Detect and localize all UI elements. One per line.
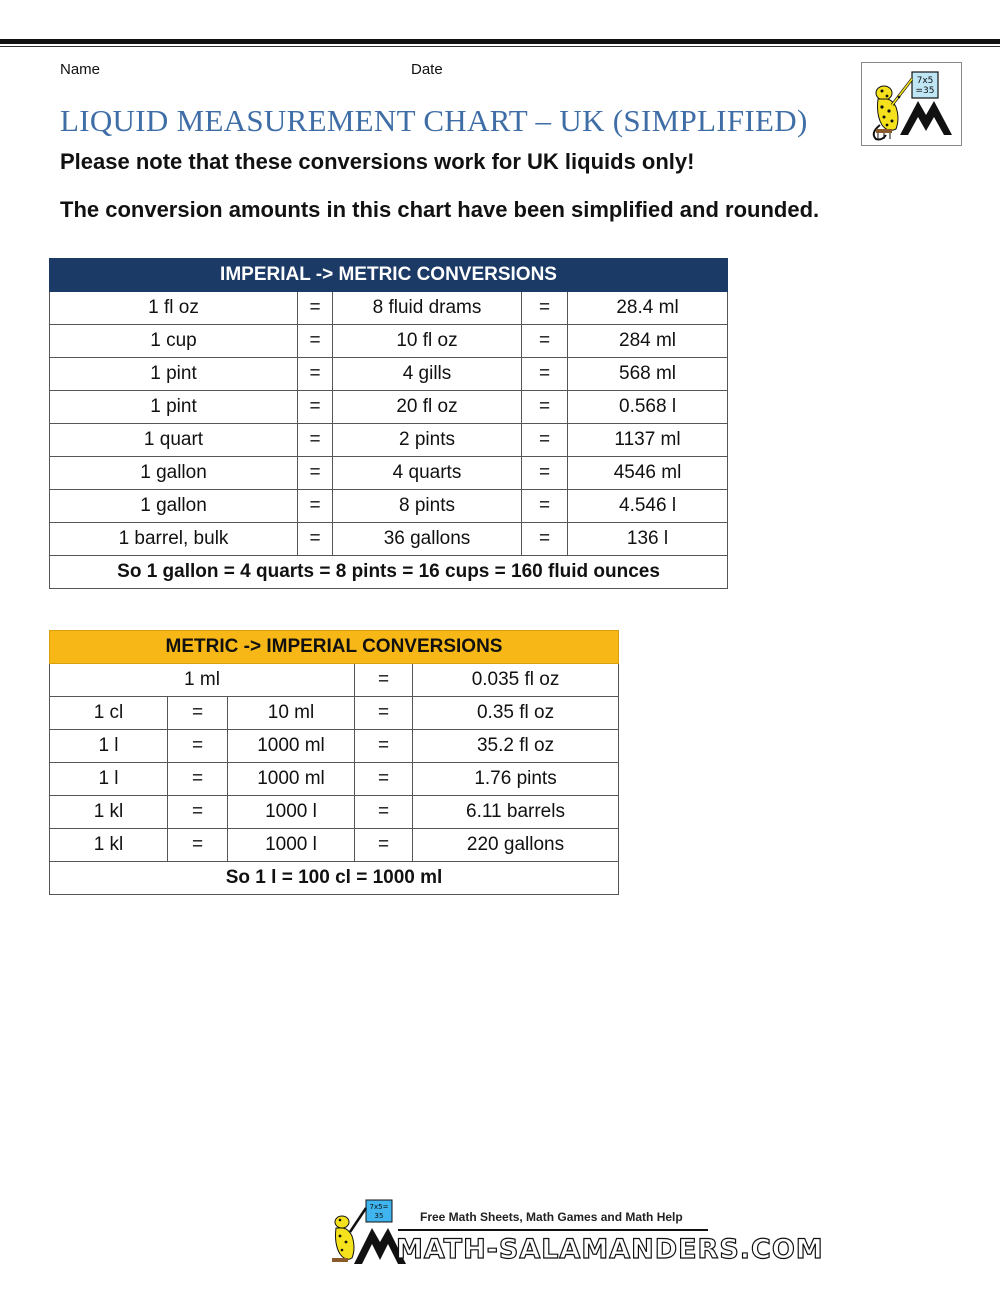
table-row xyxy=(50,730,619,763)
equivalent-cell: 36 gallons xyxy=(333,523,522,556)
table-row xyxy=(50,490,728,523)
metric-to-imperial-table xyxy=(49,630,619,895)
metric-cell: 136 l xyxy=(568,523,728,556)
equals-cell: = xyxy=(298,424,333,457)
metric-cell: 4546 ml xyxy=(568,457,728,490)
equals-cell: = xyxy=(522,490,568,523)
table-heading: IMPERIAL -> METRIC CONVERSIONS xyxy=(50,259,728,292)
summary-row xyxy=(50,556,728,589)
note-uk-only: Please note that these conversions work for UK liquids only! xyxy=(60,149,695,174)
metric-cell: 1 kl xyxy=(50,796,168,829)
equals-cell: = xyxy=(522,358,568,391)
metric-cell: 1 cl xyxy=(50,697,168,730)
metric-cell: 284 ml xyxy=(568,325,728,358)
footer-tagline: Free Math Sheets, Math Games and Math Help xyxy=(420,1210,683,1224)
metric-cell: 1 ml xyxy=(50,664,355,697)
imperial-cell: 0.035 fl oz xyxy=(413,664,619,697)
imperial-cell: 1 cup xyxy=(50,325,298,358)
svg-text:35: 35 xyxy=(374,1212,384,1220)
metric-cell: 28.4 ml xyxy=(568,292,728,325)
table-heading: METRIC -> IMPERIAL CONVERSIONS xyxy=(50,631,619,664)
table-row xyxy=(50,664,619,697)
top-rule-thin xyxy=(0,46,1000,47)
equivalent-cell: 1000 ml xyxy=(228,763,355,796)
imperial-cell: 1 pint xyxy=(50,358,298,391)
equals-cell: = xyxy=(298,325,333,358)
salamander-teacher-icon xyxy=(326,1198,406,1270)
equals-cell: = xyxy=(522,391,568,424)
equals-cell: = xyxy=(298,358,333,391)
imperial-cell: 1.76 pints xyxy=(413,763,619,796)
equals-cell: = xyxy=(355,697,413,730)
logo xyxy=(861,62,962,146)
table-row xyxy=(50,424,728,457)
page-title: LIQUID MEASUREMENT CHART – UK (SIMPLIFIED) xyxy=(60,103,808,138)
imperial-cell: 1 fl oz xyxy=(50,292,298,325)
date-label: Date xyxy=(411,61,443,78)
equivalent-cell: 10 fl oz xyxy=(333,325,522,358)
equals-cell: = xyxy=(355,763,413,796)
equivalent-cell: 20 fl oz xyxy=(333,391,522,424)
metric-cell: 1 l xyxy=(50,763,168,796)
equivalent-cell: 2 pints xyxy=(333,424,522,457)
table-row xyxy=(50,763,619,796)
table-row xyxy=(50,325,728,358)
table-row xyxy=(50,358,728,391)
imperial-cell: 1 pint xyxy=(50,391,298,424)
table-row xyxy=(50,829,619,862)
svg-text:7x5: 7x5 xyxy=(916,76,934,86)
equals-cell: = xyxy=(355,796,413,829)
equals-cell: = xyxy=(298,391,333,424)
equals-cell: = xyxy=(298,523,333,556)
equals-cell: = xyxy=(168,697,228,730)
imperial-cell: 35.2 fl oz xyxy=(413,730,619,763)
svg-text:=35: =35 xyxy=(915,86,935,96)
top-rule xyxy=(0,39,1000,44)
equals-cell: = xyxy=(522,325,568,358)
imperial-cell: 1 gallon xyxy=(50,490,298,523)
metric-cell: 1137 ml xyxy=(568,424,728,457)
equivalent-cell: 4 quarts xyxy=(333,457,522,490)
metric-cell: 568 ml xyxy=(568,358,728,391)
metric-cell: 0.568 l xyxy=(568,391,728,424)
equals-cell: = xyxy=(298,457,333,490)
equals-cell: = xyxy=(522,523,568,556)
equivalent-cell: 8 pints xyxy=(333,490,522,523)
equals-cell: = xyxy=(355,730,413,763)
equals-cell: = xyxy=(522,424,568,457)
equals-cell: = xyxy=(522,457,568,490)
imperial-cell: 0.35 fl oz xyxy=(413,697,619,730)
imperial-cell: 6.11 barrels xyxy=(413,796,619,829)
footer-divider xyxy=(398,1229,708,1231)
summary-row xyxy=(50,862,619,895)
table-row xyxy=(50,697,619,730)
imperial-cell: 1 gallon xyxy=(50,457,298,490)
footer-brand[interactable]: MATH-SALAMANDERS.COM xyxy=(396,1234,824,1265)
imperial-cell: 1 barrel, bulk xyxy=(50,523,298,556)
equivalent-cell: 4 gills xyxy=(333,358,522,391)
name-label: Name xyxy=(60,61,101,78)
table-row xyxy=(50,457,728,490)
metric-cell: 1 l xyxy=(50,730,168,763)
equals-cell: = xyxy=(168,730,228,763)
summary-cell: So 1 gallon = 4 quarts = 8 pints = 16 cups = 160 fluid ounces xyxy=(50,556,728,589)
note-simplified: The conversion amounts in this chart have been simplified and rounded. xyxy=(60,197,820,222)
equals-cell: = xyxy=(298,292,333,325)
table-row xyxy=(50,292,728,325)
metric-cell: 1 kl xyxy=(50,829,168,862)
table-row xyxy=(50,391,728,424)
imperial-cell: 1 quart xyxy=(50,424,298,457)
equals-cell: = xyxy=(355,664,413,697)
equals-cell: = xyxy=(355,829,413,862)
equals-cell: = xyxy=(298,490,333,523)
equivalent-cell: 10 ml xyxy=(228,697,355,730)
equals-cell: = xyxy=(522,292,568,325)
summary-cell: So 1 l = 100 cl = 1000 ml xyxy=(50,862,619,895)
equivalent-cell: 1000 ml xyxy=(228,730,355,763)
metric-cell: 4.546 l xyxy=(568,490,728,523)
salamander-teacher-icon xyxy=(862,63,961,145)
equivalent-cell: 1000 l xyxy=(228,796,355,829)
equivalent-cell: 8 fluid drams xyxy=(333,292,522,325)
equals-cell: = xyxy=(168,796,228,829)
svg-text:7x5=: 7x5= xyxy=(369,1203,389,1211)
equals-cell: = xyxy=(168,829,228,862)
equals-cell: = xyxy=(168,763,228,796)
imperial-to-metric-table xyxy=(49,258,728,589)
equivalent-cell: 1000 l xyxy=(228,829,355,862)
table-row xyxy=(50,523,728,556)
table-row xyxy=(50,796,619,829)
imperial-cell: 220 gallons xyxy=(413,829,619,862)
